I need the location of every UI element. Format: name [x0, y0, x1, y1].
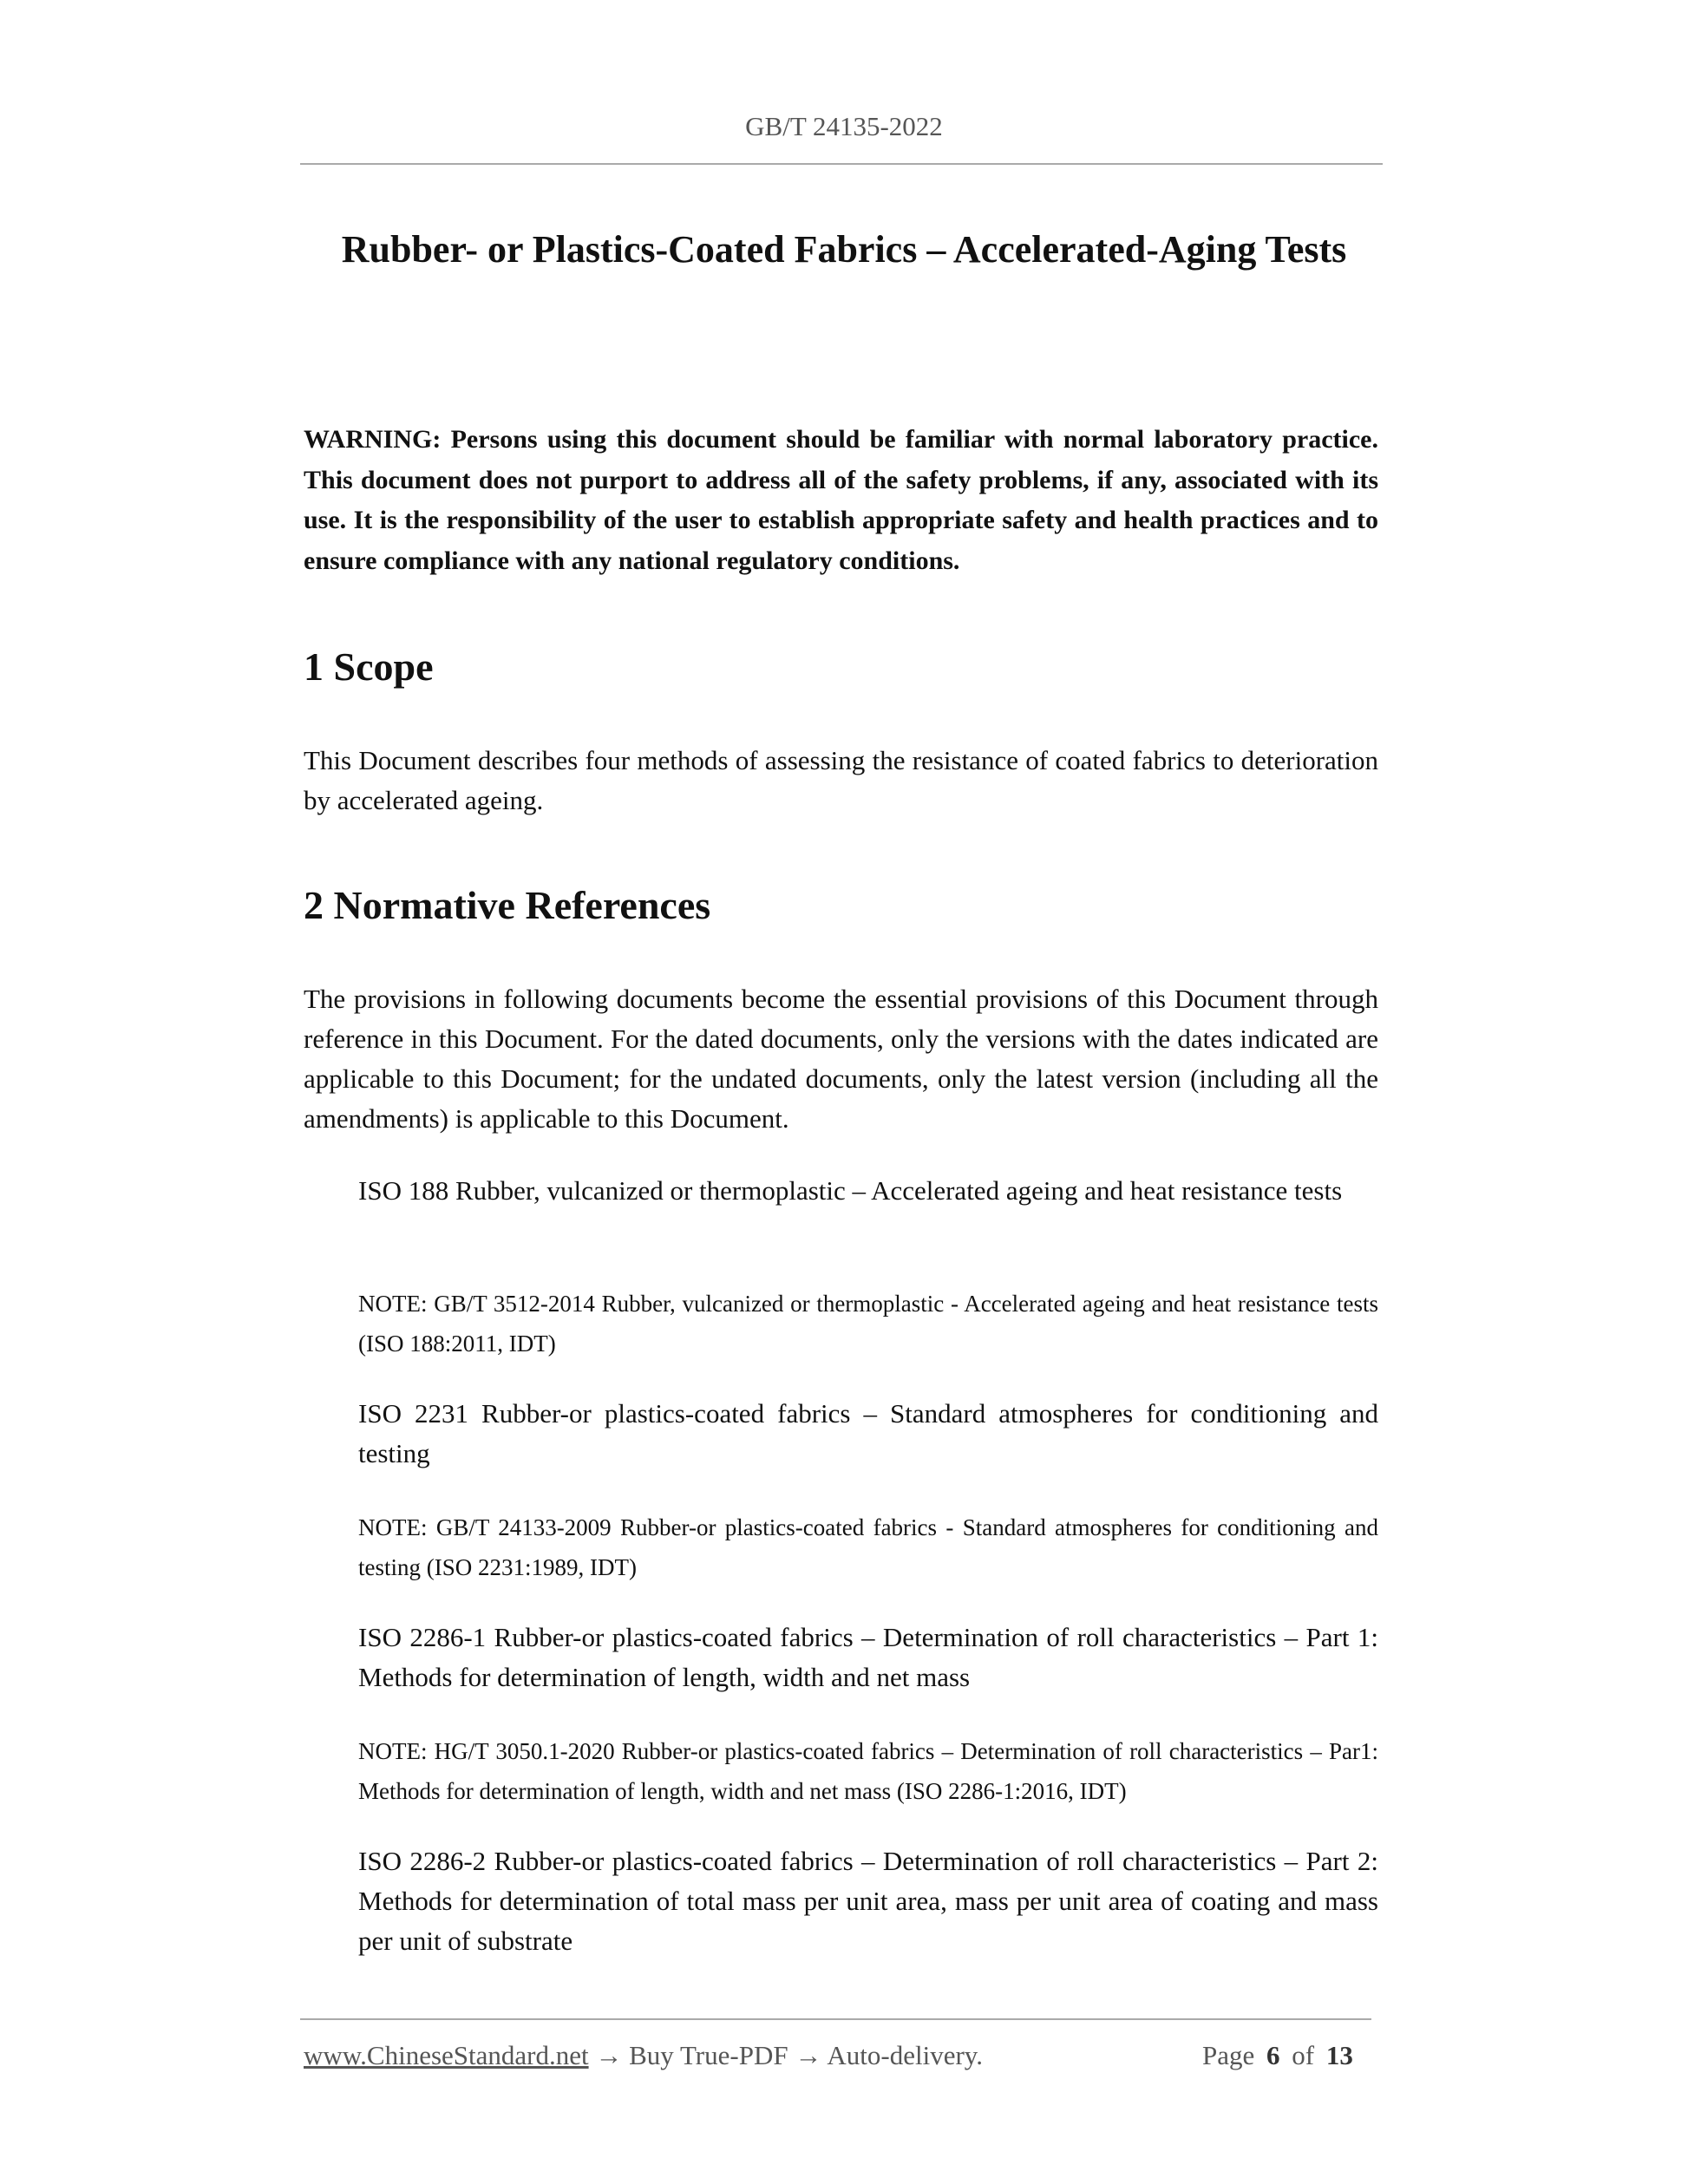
arrow-right-icon: → [595, 2040, 623, 2070]
reference-item: ISO 2286-1 Rubber-or plastics-coated fabrics – Determination of roll characteristics – Part 1: Methods for determination of length, width and net mass [358, 1622, 1378, 1692]
footer-site-link[interactable]: www.ChineseStandard.net [304, 2040, 589, 2070]
footer-delivery-text: Auto-delivery. [827, 2040, 984, 2070]
footer-buy-text: Buy True-PDF [629, 2040, 788, 2070]
reference-note: NOTE: HG/T 3050.1-2020 Rubber-or plastics-coated fabrics – Determination of roll characteristics – Par1: Methods for determination of length, width and net mass (ISO 2286-1:2016, IDT) [358, 1738, 1378, 1804]
document-title: Rubber- or Plastics-Coated Fabrics – Accelerated-Aging Tests [341, 228, 1347, 271]
reference-note: NOTE: GB/T 3512-2014 Rubber, vulcanized or thermoplastic - Accelerated ageing and heat resistance tests (ISO 188:2011, IDT) [358, 1291, 1378, 1357]
arrow-right-icon: → [795, 2040, 822, 2070]
page-number: 6 [1266, 2040, 1280, 2070]
footer-divider [300, 2018, 1371, 2020]
normative-references-paragraph: The provisions in following documents become the essential provisions of this Document through reference in this Document. For the dated documents, only the versions with the dates indicated are applicable to this Document; for the undated documents, only the latest version (including all the amendments) is applicable to this Document. [304, 984, 1378, 1134]
scope-paragraph: This Document describes four methods of assessing the resistance of coated fabrics to deterioration by accelerated ageing. [304, 745, 1378, 815]
of-label: of [1292, 2040, 1315, 2070]
footer-promo [304, 2040, 983, 2071]
header-doc-code: GB/T 24135-2022 [745, 111, 943, 141]
section-heading-normative-references: 2 Normative References [304, 883, 711, 927]
total-pages: 13 [1325, 2040, 1353, 2070]
section-heading-scope: 1 Scope [304, 644, 434, 689]
reference-item: ISO 188 Rubber, vulcanized or thermoplastic – Accelerated ageing and heat resistance tests [358, 1175, 1343, 1206]
warning-paragraph: WARNING: Persons using this document should be familiar with normal laboratory practice. This document does not purport to address all of the safety problems, if any, associated with its use. It is the responsibility of the user to establish appropriate safety and health practices and to ensure compliance with any national regulatory conditions. [304, 425, 1378, 575]
reference-item: ISO 2286-2 Rubber-or plastics-coated fabrics – Determination of roll characteristics – Part 2: Methods for determination of total mass per unit area, mass per unit area of coating and mass per unit of substrate [358, 1846, 1378, 1956]
page-indicator [1202, 2040, 1353, 2071]
page-label: Page [1202, 2040, 1255, 2070]
header-divider [300, 163, 1383, 165]
reference-item: ISO 2231 Rubber-or plastics-coated fabrics – Standard atmospheres for conditioning and testing [358, 1398, 1378, 1468]
reference-note: NOTE: GB/T 24133-2009 Rubber-or plastics-coated fabrics - Standard atmospheres for conditioning and testing (ISO 2231:1989, IDT) [358, 1514, 1378, 1580]
